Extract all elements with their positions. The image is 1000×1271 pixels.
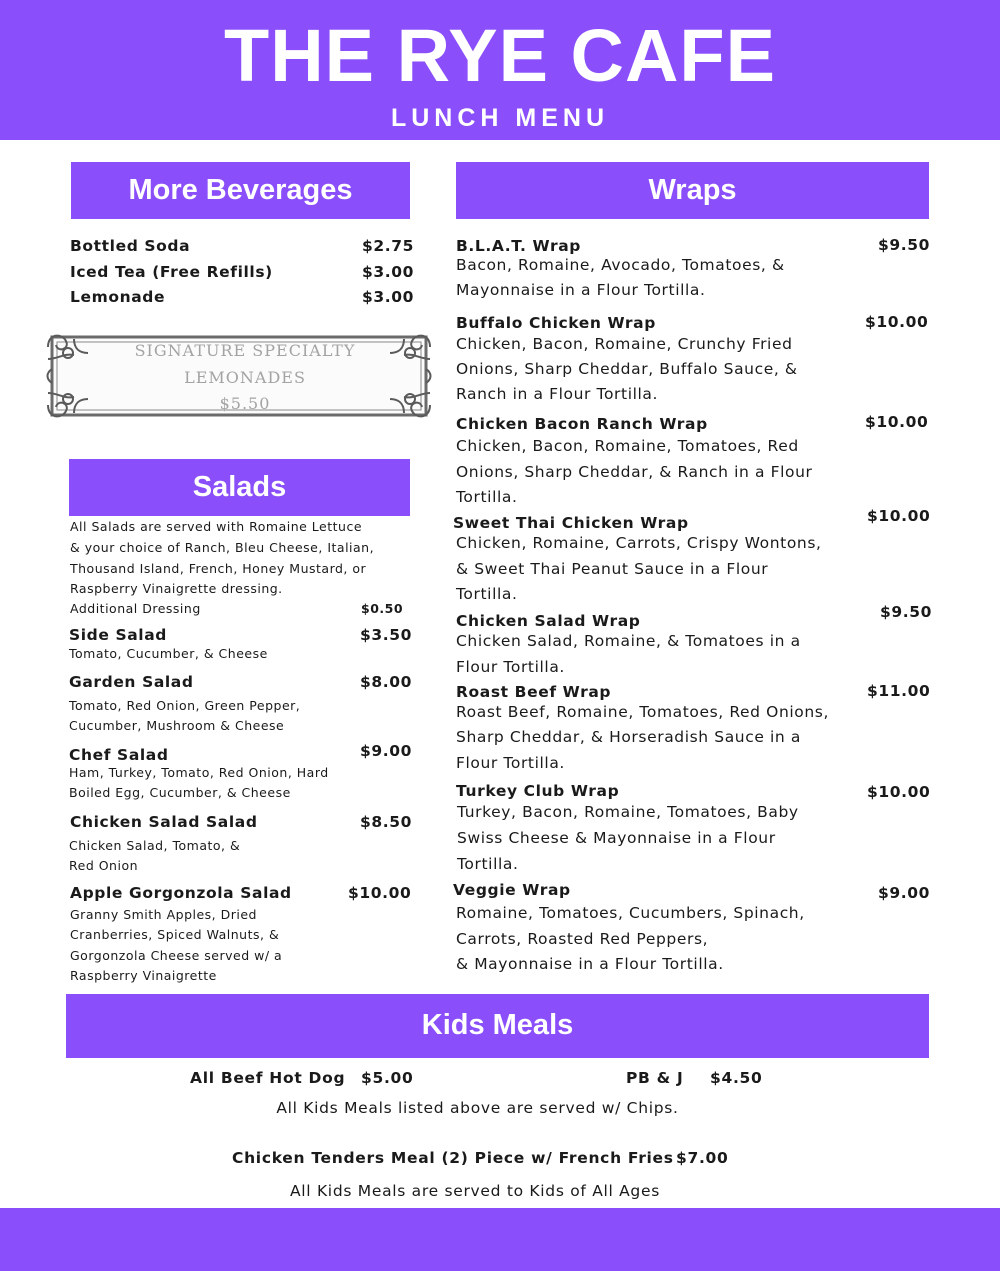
kids-note: All Kids Meals are served to Kids of All Ages (290, 1182, 660, 1200)
salad-desc: Ham, Turkey, Tomato, Red Onion, Hard (69, 765, 329, 780)
page-title: THE RYE CAFE (224, 14, 776, 97)
special-line-1: SIGNATURE SPECIALTY (134, 341, 356, 360)
special-price: $5.50 (219, 394, 271, 413)
salad-desc: Boiled Egg, Cucumber, & Cheese (69, 785, 291, 800)
wrap-desc: Sharp Cheddar, & Horseradish Sauce in a (456, 728, 801, 746)
wrap-price: $10.00 (865, 413, 929, 431)
salads-heading: Salads (69, 459, 410, 516)
wrap-desc: Flour Tortilla. (456, 754, 565, 772)
salad-name: Chicken Salad Salad (70, 813, 258, 831)
salads-intro-line: Raspberry Vinaigrette dressing. (70, 581, 283, 596)
salad-name: Apple Gorgonzola Salad (70, 884, 292, 902)
wrap-name: Chicken Bacon Ranch Wrap (456, 415, 708, 433)
wrap-desc: & Mayonnaise in a Flour Tortilla. (456, 955, 724, 973)
kids-item-name: Chicken Tenders Meal (2) Piece w/ French Fries (232, 1149, 674, 1167)
wrap-name: Roast Beef Wrap (456, 683, 612, 701)
salad-desc: Cucumber, Mushroom & Cheese (69, 718, 285, 733)
salad-desc: Granny Smith Apples, Dried (70, 907, 257, 922)
salad-desc: Raspberry Vinaigrette (70, 968, 217, 983)
wrap-desc: Carrots, Roasted Red Peppers, (456, 930, 709, 948)
wrap-desc: Chicken Salad, Romaine, & Tomatoes in a (456, 632, 801, 650)
salad-price: $10.00 (348, 884, 412, 902)
salads-intro-line: Thousand Island, French, Honey Mustard, or (70, 561, 367, 576)
salad-name: Chef Salad (69, 746, 169, 764)
wrap-name: Turkey Club Wrap (456, 782, 620, 800)
wrap-price: $9.50 (878, 236, 931, 254)
wrap-name: Buffalo Chicken Wrap (456, 314, 656, 332)
wrap-desc: Chicken, Bacon, Romaine, Tomatoes, Red (456, 437, 799, 455)
salad-desc: Tomato, Cucumber, & Cheese (69, 646, 268, 661)
footer-band (0, 1208, 1000, 1271)
wrap-price: $9.50 (880, 603, 933, 621)
wrap-desc: Turkey, Bacon, Romaine, Tomatoes, Baby (457, 803, 799, 821)
page-subtitle: LUNCH MENU (390, 104, 610, 132)
additional-dressing-price: $0.50 (361, 601, 404, 616)
wrap-price: $10.00 (867, 507, 931, 525)
wrap-desc: Tortilla. (456, 488, 518, 506)
additional-dressing-label: Additional Dressing (70, 601, 201, 616)
kids-heading: Kids Meals (66, 994, 929, 1058)
wrap-desc: Chicken, Bacon, Romaine, Crunchy Fried (456, 335, 793, 353)
beverage-name: Bottled Soda (70, 237, 191, 255)
salad-desc: Gorgonzola Cheese served w/ a (70, 948, 283, 963)
kids-item-price: $5.00 (361, 1069, 414, 1087)
salad-name: Side Salad (69, 626, 167, 644)
beverage-price: $3.00 (362, 288, 415, 306)
wrap-desc: Flour Tortilla. (456, 658, 565, 676)
wrap-price: $11.00 (867, 682, 931, 700)
wrap-price: $10.00 (865, 313, 929, 331)
salad-desc: Red Onion (69, 858, 139, 873)
wrap-name: Veggie Wrap (453, 881, 571, 899)
wrap-desc: Bacon, Romaine, Avocado, Tomatoes, & (456, 256, 785, 274)
salad-name: Garden Salad (69, 673, 194, 691)
salad-price: $3.50 (360, 626, 413, 644)
kids-item-name: All Beef Hot Dog (190, 1069, 346, 1087)
beverage-price: $2.75 (362, 237, 415, 255)
wrap-desc: Onions, Sharp Cheddar, Buffalo Sauce, & (456, 360, 798, 378)
wrap-price: $10.00 (867, 783, 931, 801)
kids-item-price: $7.00 (676, 1149, 729, 1167)
salad-price: $9.00 (360, 742, 413, 760)
wrap-name: B.L.A.T. Wrap (456, 237, 581, 255)
wrap-desc: Romaine, Tomatoes, Cucumbers, Spinach, (456, 904, 805, 922)
wrap-desc: Onions, Sharp Cheddar, & Ranch in a Flour (456, 463, 813, 481)
wrap-desc: Chicken, Romaine, Carrots, Crispy Wontons, (456, 534, 822, 552)
wrap-name: Sweet Thai Chicken Wrap (453, 514, 689, 532)
kids-item-name: PB & J (626, 1069, 684, 1087)
wrap-desc: Tortilla. (457, 855, 519, 873)
salad-desc: Tomato, Red Onion, Green Pepper, (69, 698, 301, 713)
salads-intro-line: All Salads are served with Romaine Lettuce (70, 519, 363, 534)
salad-price: $8.00 (360, 673, 413, 691)
wrap-desc: & Sweet Thai Peanut Sauce in a Flour (456, 560, 769, 578)
wrap-desc: Roast Beef, Romaine, Tomatoes, Red Onions, (456, 703, 829, 721)
wrap-name: Chicken Salad Wrap (456, 612, 641, 630)
wrap-desc: Tortilla. (456, 585, 518, 603)
salad-desc: Cranberries, Spiced Walnuts, & (70, 927, 280, 942)
special-line-2: LEMONADES (184, 368, 306, 387)
wraps-heading: Wraps (456, 162, 929, 219)
kids-note: All Kids Meals listed above are served w/ Chips. (276, 1099, 679, 1117)
wrap-desc: Mayonnaise in a Flour Tortilla. (456, 281, 706, 299)
salad-price: $8.50 (360, 813, 413, 831)
wrap-desc: Swiss Cheese & Mayonnaise in a Flour (457, 829, 776, 847)
kids-item-price: $4.50 (710, 1069, 763, 1087)
beverages-heading: More Beverages (71, 162, 410, 219)
salads-intro-line: & your choice of Ranch, Bleu Cheese, Italian, (70, 540, 375, 555)
beverage-price: $3.00 (362, 263, 415, 281)
wrap-desc: Ranch in a Flour Tortilla. (456, 385, 659, 403)
beverage-name: Lemonade (70, 288, 166, 306)
salad-desc: Chicken Salad, Tomato, & (69, 838, 241, 853)
wrap-price: $9.00 (878, 884, 931, 902)
beverage-name: Iced Tea (Free Refills) (70, 263, 273, 281)
